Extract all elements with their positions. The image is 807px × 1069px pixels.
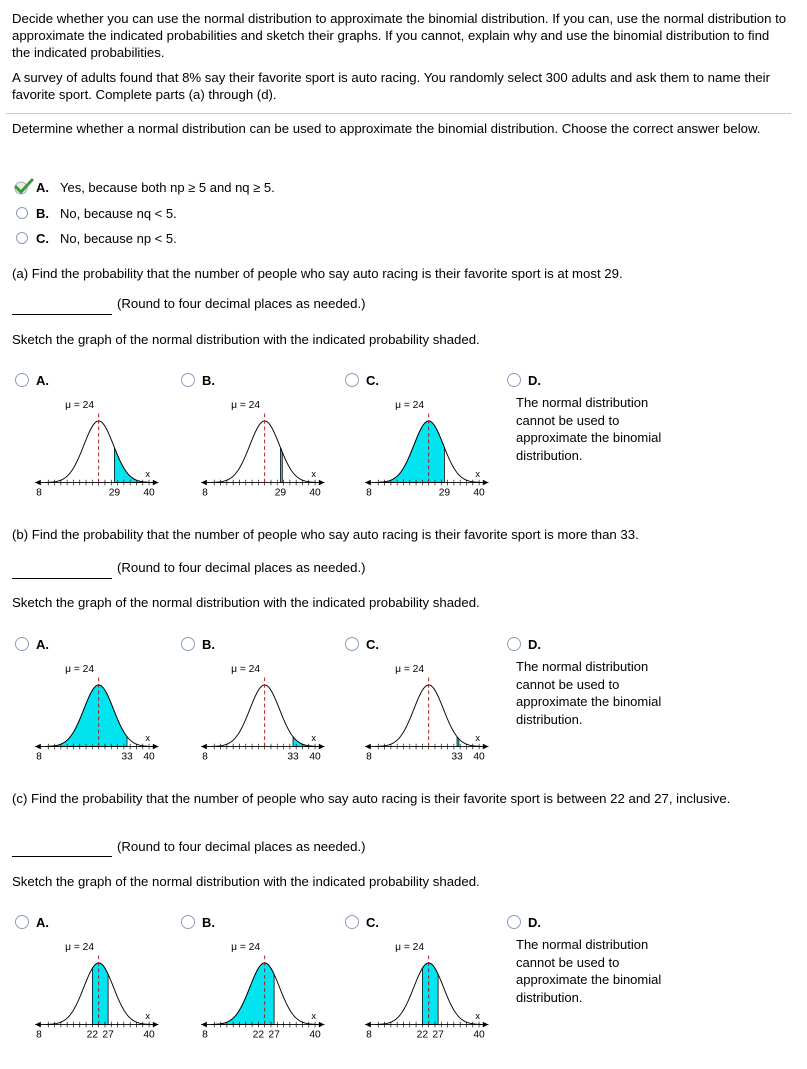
tick-label: 8 bbox=[202, 751, 208, 763]
mean-label: μ = 24 bbox=[231, 399, 261, 411]
tick-label: 8 bbox=[366, 487, 372, 499]
choice-letter: B. bbox=[36, 206, 49, 221]
axis-arrow-left bbox=[365, 480, 371, 486]
tick-label: 8 bbox=[36, 1029, 42, 1041]
radio-button[interactable] bbox=[15, 637, 29, 651]
axis-arrow-left bbox=[35, 480, 41, 486]
radio-button[interactable] bbox=[345, 637, 359, 651]
normal-curve-graph bbox=[24, 392, 164, 504]
axis-arrow-right bbox=[153, 480, 159, 486]
tick-label: 27 bbox=[268, 1029, 280, 1041]
tick-label: 22 bbox=[416, 1029, 429, 1041]
answer-input-b[interactable] bbox=[12, 564, 112, 579]
radio-button[interactable] bbox=[16, 232, 28, 244]
part-a-question: (a) Find the probability that the number of people who say auto racing is their favorite sport is at most 29. bbox=[12, 266, 623, 281]
mean-label: μ = 24 bbox=[65, 663, 95, 675]
mean-label: μ = 24 bbox=[395, 399, 425, 411]
x-variable-label: x bbox=[475, 468, 481, 479]
shaded-region bbox=[48, 685, 127, 747]
radio-button[interactable] bbox=[507, 915, 521, 929]
answer-input-a[interactable] bbox=[12, 300, 112, 315]
tick-label: 40 bbox=[473, 751, 485, 763]
tick-label: 29 bbox=[274, 487, 287, 499]
tick-label: 8 bbox=[202, 487, 208, 499]
sketch-prompt: Sketch the graph of the normal distribution with the indicated probability shaded. bbox=[12, 332, 480, 347]
axis-arrow-left bbox=[201, 744, 207, 750]
radio-button[interactable] bbox=[15, 915, 29, 929]
tick-label: 33 bbox=[451, 751, 463, 763]
x-variable-label: x bbox=[475, 732, 481, 743]
normal-curve-graph bbox=[354, 656, 494, 768]
shaded-region bbox=[214, 963, 274, 1025]
tick-label: 29 bbox=[108, 487, 121, 499]
normal-curve-graph bbox=[190, 392, 330, 504]
normal-curve-graph bbox=[24, 934, 164, 1046]
axis-arrow-left bbox=[201, 480, 207, 486]
axis-arrow-left bbox=[201, 1022, 207, 1028]
x-variable-label: x bbox=[311, 468, 317, 479]
normal-curve-graph bbox=[354, 392, 494, 504]
x-variable-label: x bbox=[145, 732, 151, 743]
option-label: B. bbox=[202, 373, 215, 388]
tick-label: 8 bbox=[36, 751, 42, 763]
option-label: D. bbox=[528, 915, 541, 930]
part-c-question: (c) Find the probability that the number of people who say auto racing is their favorite sport is between 22 and 27, inclusive. bbox=[12, 791, 731, 806]
tick-label: 40 bbox=[309, 751, 321, 763]
radio-button[interactable] bbox=[181, 637, 195, 651]
normal-curve-graph bbox=[354, 934, 494, 1046]
mean-label: μ = 24 bbox=[231, 941, 261, 953]
option-d-text: The normal distribution cannot be used to approximate the binomial distribution. bbox=[516, 937, 662, 1005]
mean-label: μ = 24 bbox=[231, 663, 261, 675]
tick-label: 40 bbox=[143, 751, 155, 763]
part-b-question: (b) Find the probability that the number of people who say auto racing is their favorite sport is more than 33. bbox=[12, 527, 639, 542]
sketch-prompt: Sketch the graph of the normal distribution with the indicated probability shaded. bbox=[12, 595, 480, 610]
tick-label: 8 bbox=[202, 1029, 208, 1041]
tick-label: 40 bbox=[143, 487, 155, 499]
tick-label: 33 bbox=[287, 751, 299, 763]
tick-label: 40 bbox=[309, 1029, 321, 1041]
axis-arrow-right bbox=[153, 1022, 159, 1028]
option-label: A. bbox=[36, 915, 49, 930]
scenario-text: A survey of adults found that 8% say their favorite sport is auto racing. You randomly select 300 adults and ask them to name their favorite sport. Complete parts (a) through (d). bbox=[12, 70, 770, 102]
choice-letter: C. bbox=[36, 231, 49, 246]
choice-text: Yes, because both np ≥ 5 and nq ≥ 5. bbox=[60, 180, 275, 195]
tick-label: 40 bbox=[309, 487, 321, 499]
checkmark-icon bbox=[13, 178, 35, 196]
instructions-text: Decide whether you can use the normal distribution to approximate the binomial distribution. If you can, use the normal distribution to approximate the indicated probabilities and sketch their graphs. If you cannot, explain why and use the binomial distribution to find the indicated probabilities. bbox=[12, 11, 787, 60]
axis-arrow-right bbox=[483, 1022, 489, 1028]
tick-label: 8 bbox=[366, 751, 372, 763]
axis-arrow-right bbox=[319, 1022, 325, 1028]
axis-arrow-left bbox=[35, 1022, 41, 1028]
choice-text: No, because nq < 5. bbox=[60, 206, 177, 221]
mean-label: μ = 24 bbox=[65, 941, 95, 953]
normal-curve-graph bbox=[190, 934, 330, 1046]
normal-curve-graph bbox=[190, 656, 330, 768]
option-label: C. bbox=[366, 373, 379, 388]
option-label: B. bbox=[202, 637, 215, 652]
round-hint: (Round to four decimal places as needed.) bbox=[117, 560, 366, 575]
shaded-region bbox=[422, 963, 438, 1025]
divider bbox=[6, 113, 791, 114]
sketch-prompt: Sketch the graph of the normal distribution with the indicated probability shaded. bbox=[12, 874, 480, 889]
axis-arrow-right bbox=[153, 744, 159, 750]
tick-label: 22 bbox=[252, 1029, 265, 1041]
x-variable-label: x bbox=[475, 1010, 481, 1021]
tick-label: 40 bbox=[473, 1029, 485, 1041]
option-d-text: The normal distribution cannot be used to approximate the binomial distribution. bbox=[516, 659, 662, 727]
axis-arrow-left bbox=[35, 744, 41, 750]
mean-label: μ = 24 bbox=[395, 663, 425, 675]
axis-arrow-right bbox=[483, 480, 489, 486]
tick-label: 40 bbox=[143, 1029, 155, 1041]
radio-button[interactable] bbox=[16, 207, 28, 219]
tick-label: 40 bbox=[473, 487, 485, 499]
mean-label: μ = 24 bbox=[395, 941, 425, 953]
radio-button[interactable] bbox=[507, 373, 521, 387]
option-d-text: The normal distribution cannot be used to approximate the binomial distribution. bbox=[516, 395, 662, 463]
shaded-region bbox=[92, 963, 108, 1025]
choice-letter: A. bbox=[36, 180, 49, 195]
axis-arrow-left bbox=[365, 744, 371, 750]
tick-label: 22 bbox=[86, 1029, 99, 1041]
axis-arrow-right bbox=[319, 744, 325, 750]
option-label: D. bbox=[528, 637, 541, 652]
mean-label: μ = 24 bbox=[65, 399, 95, 411]
tick-label: 8 bbox=[36, 487, 42, 499]
option-label: A. bbox=[36, 637, 49, 652]
axis-arrow-right bbox=[319, 480, 325, 486]
option-label: D. bbox=[528, 373, 541, 388]
radio-button[interactable] bbox=[345, 373, 359, 387]
tick-label: 27 bbox=[102, 1029, 114, 1041]
tick-label: 8 bbox=[366, 1029, 372, 1041]
option-label: A. bbox=[36, 373, 49, 388]
option-label: C. bbox=[366, 915, 379, 930]
round-hint: (Round to four decimal places as needed.) bbox=[117, 839, 366, 854]
tick-label: 33 bbox=[121, 751, 133, 763]
round-hint: (Round to four decimal places as needed.) bbox=[117, 296, 366, 311]
axis-arrow-right bbox=[483, 744, 489, 750]
x-variable-label: x bbox=[145, 1010, 151, 1021]
normal-curve-graph bbox=[24, 656, 164, 768]
radio-button[interactable] bbox=[345, 915, 359, 929]
option-label: B. bbox=[202, 915, 215, 930]
option-label: C. bbox=[366, 637, 379, 652]
x-variable-label: x bbox=[311, 1010, 317, 1021]
radio-button[interactable] bbox=[15, 373, 29, 387]
radio-button[interactable] bbox=[507, 637, 521, 651]
tick-label: 27 bbox=[432, 1029, 444, 1041]
x-variable-label: x bbox=[311, 732, 317, 743]
axis-arrow-left bbox=[365, 1022, 371, 1028]
shaded-region bbox=[280, 448, 282, 483]
answer-input-c[interactable] bbox=[12, 842, 112, 857]
radio-button[interactable] bbox=[181, 915, 195, 929]
choice-text: No, because np < 5. bbox=[60, 231, 177, 246]
x-variable-label: x bbox=[145, 468, 151, 479]
question-text: Determine whether a normal distribution can be used to approximate the binomial distribution. Choose the correct answer below. bbox=[12, 121, 761, 136]
radio-button[interactable] bbox=[181, 373, 195, 387]
tick-label: 29 bbox=[438, 487, 451, 499]
